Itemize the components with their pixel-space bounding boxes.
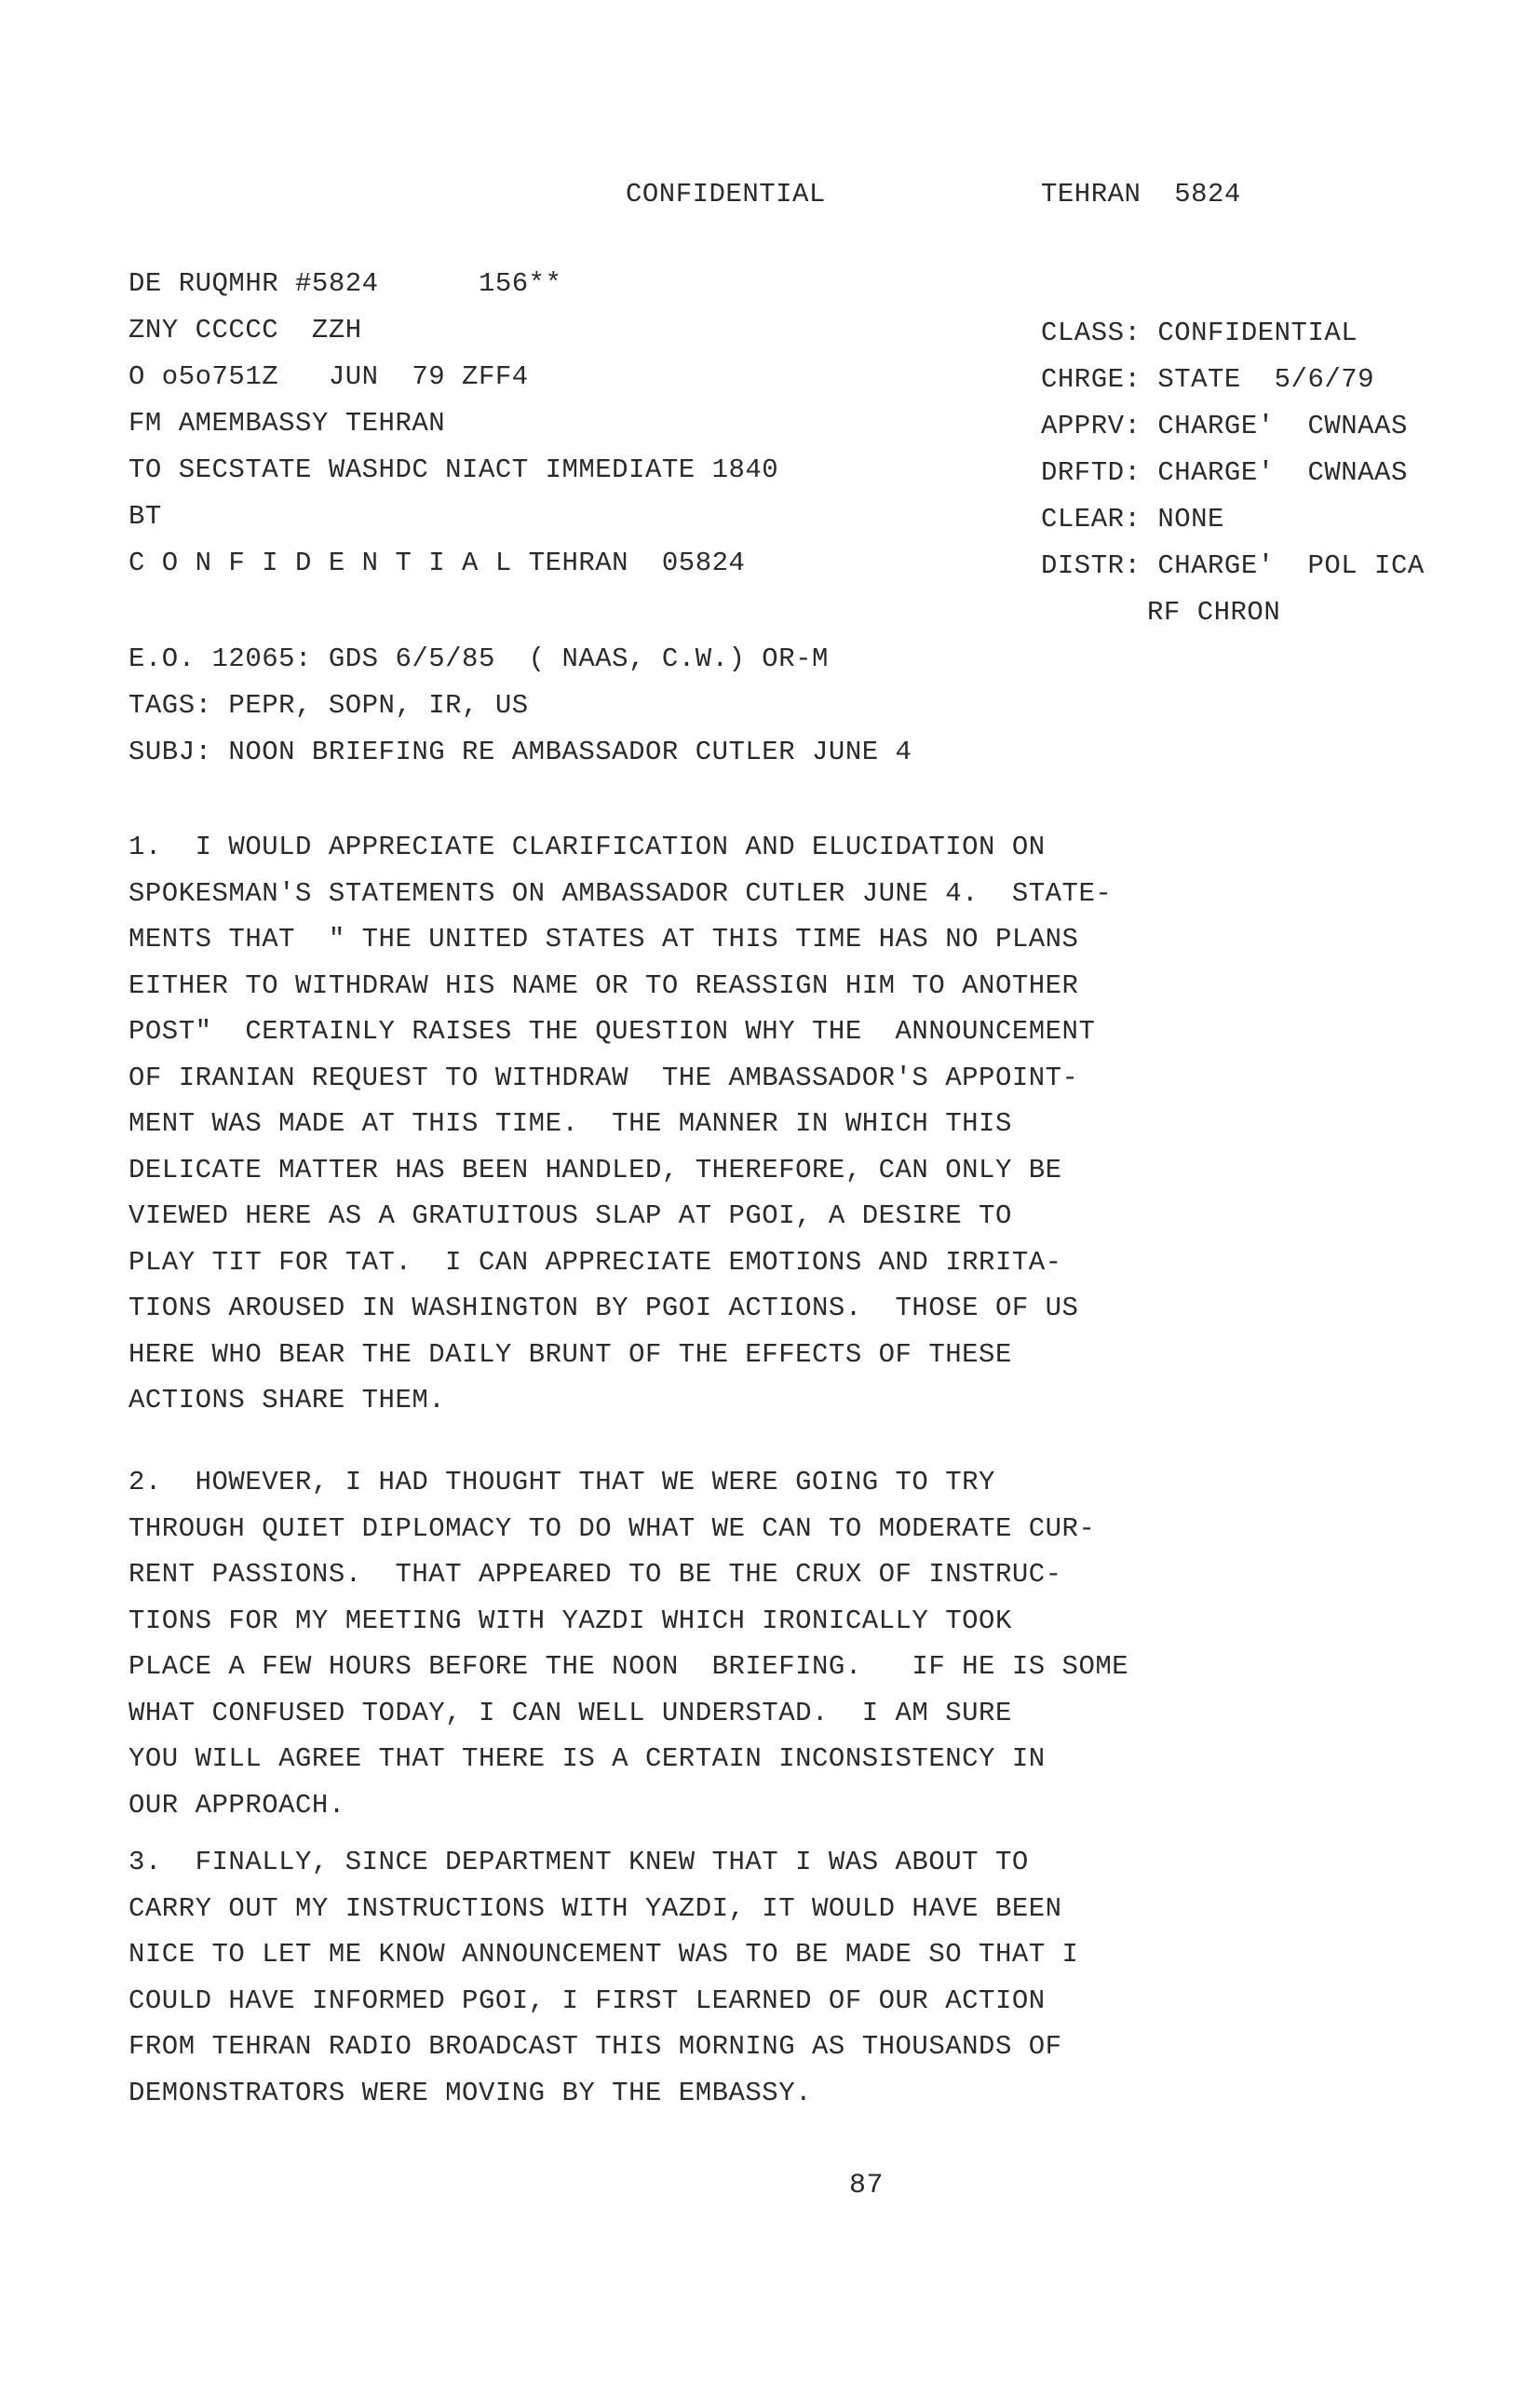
paragraph-line: 2. HOWEVER, I HAD THOUGHT THAT WE WERE GOING TO TRY — [128, 1467, 995, 1497]
paragraph-line: THROUGH QUIET DIPLOMACY TO DO WHAT WE CAN TO MODERATE CUR- — [128, 1512, 1096, 1544]
eo-line: E.O. 12065: GDS 6/5/85 ( NAAS, C.W.) OR-M — [128, 643, 829, 674]
meta-clear: CLEAR: NONE — [1041, 504, 1224, 535]
paragraph-line: 1. I WOULD APPRECIATE CLARIFICATION AND ELUCIDATION ON — [128, 832, 1046, 862]
paragraph-line: MENT WAS MADE AT THIS TIME. THE MANNER IN WHICH THIS — [128, 1108, 1012, 1139]
meta-apprv: APPRV: CHARGE' CWNAAS — [1041, 411, 1408, 441]
meta-chrge: CHRGE: STATE 5/6/79 — [1041, 364, 1375, 395]
meta-drftd: DRFTD: CHARGE' CWNAAS — [1041, 457, 1408, 488]
paragraph-line: POST" CERTAINLY RAISES THE QUESTION WHY THE ANNOUNCEMENT — [128, 1016, 1096, 1047]
routing-line: TO SECSTATE WASHDC NIACT IMMEDIATE 1840 — [128, 454, 779, 485]
paragraph-line: FROM TEHRAN RADIO BROADCAST THIS MORNING AS THOUSANDS OF — [128, 2031, 1062, 2062]
paragraph-line: TIONS AROUSED IN WASHINGTON BY PGOI ACTIONS. THOSE OF US — [128, 1293, 1079, 1323]
paragraph-line: OUR APPROACH. — [128, 1789, 345, 1821]
paragraph-line: 3. FINALLY, SINCE DEPARTMENT KNEW THAT I WAS ABOUT TO — [128, 1847, 1029, 1877]
paragraph-line: HERE WHO BEAR THE DAILY BRUNT OF THE EFFECTS OF THESE — [128, 1338, 1012, 1370]
routing-line: C O N F I D E N T I A L TEHRAN 05824 — [128, 548, 746, 578]
paragraph-line: COULD HAVE INFORMED PGOI, I FIRST LEARNED OF OUR ACTION — [128, 1984, 1046, 2016]
paragraph-3 — [128, 1849, 1078, 2125]
paragraph-line: YOU WILL AGREE THAT THERE IS A CERTAIN INCONSISTENCY IN — [128, 1743, 1046, 1774]
meta-class: CLASS: CONFIDENTIAL — [1041, 318, 1358, 348]
page-mark: 87 — [849, 2170, 885, 2201]
reference-header: TEHRAN 5824 — [1041, 179, 1241, 210]
paragraph-line: TIONS FOR MY MEETING WITH YAZDI WHICH IRONICALLY TOOK — [128, 1605, 1012, 1636]
paragraph-line: RENT PASSIONS. THAT APPEARED TO BE THE CRUX OF INSTRUC- — [128, 1559, 1062, 1590]
paragraph-line: MENTS THAT " THE UNITED STATES AT THIS TIME HAS NO PLANS — [128, 924, 1079, 955]
routing-line: ZNY CCCCC ZZH — [128, 315, 362, 345]
routing-block — [128, 270, 778, 596]
paragraph-line: PLACE A FEW HOURS BEFORE THE NOON BRIEFING. IF HE IS SOME — [128, 1651, 1129, 1682]
paragraph-line: SPOKESMAN'S STATEMENTS ON AMBASSADOR CUTLER JUNE 4. STATE- — [128, 877, 1113, 909]
paragraph-line: OF IRANIAN REQUEST TO WITHDRAW THE AMBASSADOR'S APPOINT- — [128, 1062, 1079, 1093]
tags-line: TAGS: PEPR, SOPN, IR, US — [128, 690, 529, 721]
paragraph-line: CARRY OUT MY INSTRUCTIONS WITH YAZDI, IT WOULD HAVE BEEN — [128, 1892, 1062, 1924]
routing-line: DE RUQMHR #5824 156** — [128, 268, 562, 299]
paragraph-1 — [128, 833, 1112, 1433]
paragraph-line: DEMONSTRATORS WERE MOVING BY THE EMBASSY. — [128, 2077, 813, 2108]
routing-line: FM AMEMBASSY TEHRAN — [128, 408, 446, 439]
paragraph-line: DELICATE MATTER HAS BEEN HANDLED, THEREFORE, CAN ONLY BE — [128, 1154, 1062, 1185]
message-metadata — [1041, 319, 1425, 645]
subject-line: SUBJ: NOON BRIEFING RE AMBASSADOR CUTLER JUNE 4 — [128, 737, 912, 767]
classification-header: CONFIDENTIAL — [626, 179, 826, 210]
paragraph-line: ACTIONS SHARE THEM. — [128, 1385, 446, 1416]
paragraph-line: WHAT CONFUSED TODAY, I CAN WELL UNDERSTAD. I AM SURE — [128, 1697, 1012, 1728]
routing-line: O o5o751Z JUN 79 ZFF4 — [128, 361, 529, 392]
meta-distr-continued: RF CHRON — [1147, 597, 1281, 628]
paragraph-line: NICE TO LET ME KNOW ANNOUNCEMENT WAS TO BE MADE SO THAT I — [128, 1939, 1079, 1970]
paragraph-line: EITHER TO WITHDRAW HIS NAME OR TO REASSIGN HIM TO ANOTHER — [128, 969, 1079, 1001]
paragraph-2 — [128, 1469, 1128, 1837]
meta-distr: DISTR: CHARGE' POL ICA — [1041, 550, 1425, 581]
paragraph-line: PLAY TIT FOR TAT. I CAN APPRECIATE EMOTIONS AND IRRITA- — [128, 1246, 1062, 1278]
routing-line: BT — [128, 501, 162, 532]
paragraph-line: VIEWED HERE AS A GRATUITOUS SLAP AT PGOI, A DESIRE TO — [128, 1200, 1012, 1231]
